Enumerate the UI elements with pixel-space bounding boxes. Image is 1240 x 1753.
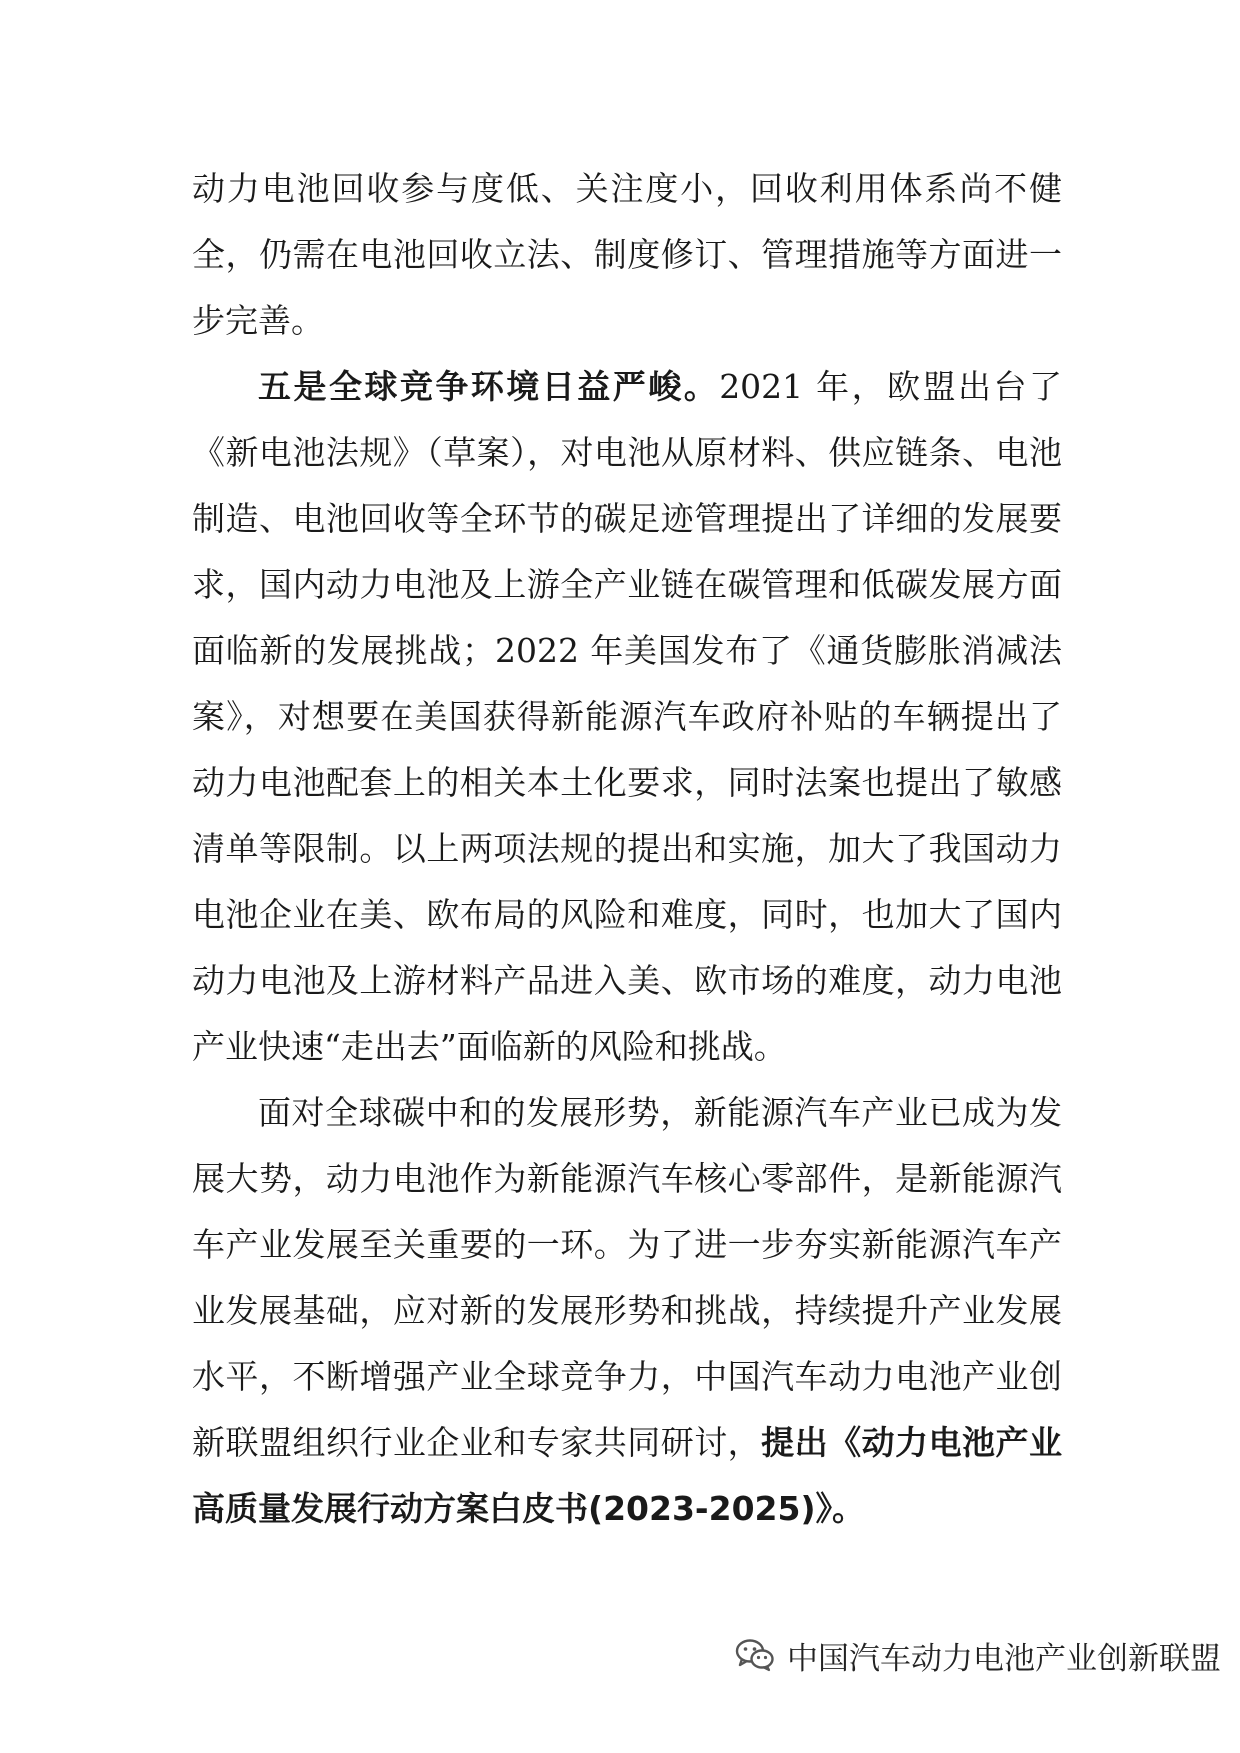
paragraph-text: 2021 年，欧盟出台了《新电池法规》（草案），对电池从原材料、供应链条、电池制造、电池回收等全环节的碳足迹管理提出了详细的发展要求，国内动力电池及上游全产业链在碳管理和低碳发展方面面临新的发展挑战；2022 年美国发布了《通货膨胀消减法案》，对想要在美国获得新能源汽车政府补贴的车辆提出了动力电池配套上的相关本土化要求，同时法案也提出了敏感清单等限制。以上两项法规的提出和实施，加大了我国动力电池企业在美、欧布局的风险和难度，同时，也加大了国内动力电池及上游材料产品进入美、欧市场的难度，动力电池产业快速“走出去”面临新的风险和挑战。 xyxy=(192,367,1062,1066)
watermark-text: 中国汽车动力电池产业创新联盟 xyxy=(787,1640,1221,1677)
paragraph-recycling xyxy=(192,156,1062,354)
watermark xyxy=(735,1633,1221,1677)
paragraph-lead: 五是全球竞争环境日益严峻。 xyxy=(258,367,720,406)
paragraph-conclusion xyxy=(192,1080,1062,1542)
paragraph-text: 面对全球碳中和的发展形势，新能源汽车产业已成为发展大势，动力电池作为新能源汽车核心零部件，是新能源汽车产业发展至关重要的一环。为了进一步夯实新能源汽车产业发展基础，应对新的发展形势和挑战，持续提升产业发展水平，不断增强产业全球竞争力，中国汽车动力电池产业创新联盟组织行业企业和专家共同研讨， xyxy=(192,1093,1062,1462)
wechat-icon xyxy=(735,1638,775,1672)
body-text xyxy=(192,156,1062,1542)
paragraph-tail: 提出《动力电池产业高质量发展行动方案白皮书(2023-2025)》。 xyxy=(192,1423,1063,1528)
paragraph-competition xyxy=(192,354,1062,1080)
paragraph-text: 动力电池回收参与度低、关注度小，回收利用体系尚不健全，仍需在电池回收立法、制度修订、管理措施等方面进一步完善。 xyxy=(192,169,1062,340)
